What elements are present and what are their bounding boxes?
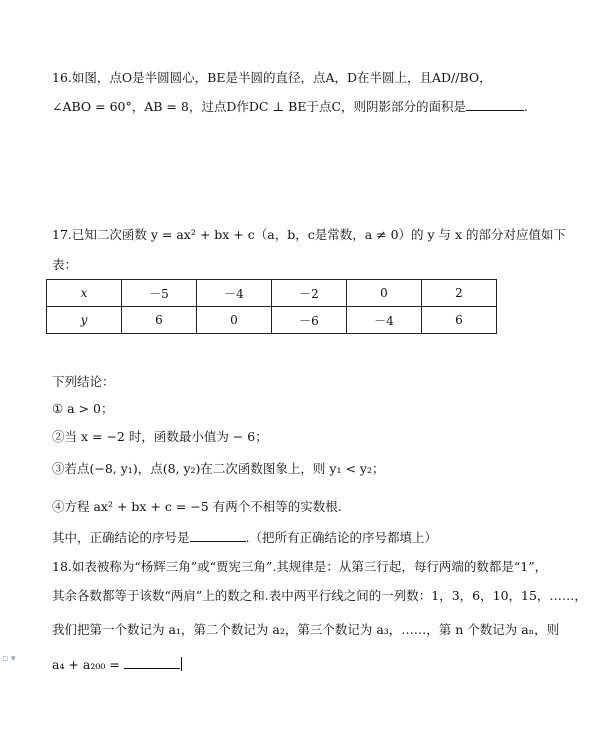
table-cell: 0 <box>347 280 422 307</box>
q16-line2-end: . <box>524 99 528 114</box>
table-cell: 2 <box>422 280 497 307</box>
q17-answer-end: .（把所有正确结论的序号都填上） <box>245 530 437 545</box>
table-row-x <box>47 280 497 307</box>
q16-line1: 16.如图，点O是半圆圆心，BE是半圆的直径，点A，D在半圆上，且AD//BO， <box>52 70 492 85</box>
table-cell: 0 <box>197 307 272 334</box>
page-break-marker-icon: ▫ ▾ <box>2 654 16 664</box>
q18-line1: 18.如表被称为“杨辉三角”或“贾宪三角”.其规律是：从第三行起，每行两端的数都是“1”， <box>52 559 548 574</box>
q17-answer-text: 其中，正确结论的序号是 <box>52 530 190 545</box>
q18-line4-text: a₄ + a₂₀₀ = <box>52 657 120 672</box>
q17-line1: 17.已知二次函数 y = ax² + bx + c（a，b，c是常数，a ≠ 0）的 y 与 x 的部分对应值如下 <box>52 227 567 242</box>
q16-answer-blank[interactable] <box>466 98 524 111</box>
table-cell: 6 <box>422 307 497 334</box>
q18-line4 <box>52 656 182 672</box>
table-header-y: y <box>47 307 122 334</box>
q17-line2: 表： <box>52 257 78 272</box>
q18-answer-blank[interactable] <box>124 656 180 669</box>
table-header-x: x <box>47 280 122 307</box>
table-cell: －4 <box>347 307 422 334</box>
q16-line2-text: ∠ABO = 60°，AB = 8，过点D作DC ⊥ BE于点C，则阴影部分的面积是 <box>52 99 467 114</box>
table-cell: －4 <box>197 280 272 307</box>
q18-line3: 我们把第一个数记为 a₁，第二个数记为 a₂，第三个数记为 a₃，……，第 n 个数记为 aₙ，则 <box>52 622 560 637</box>
table-cell: －2 <box>272 280 347 307</box>
q17-answer-line <box>52 528 437 546</box>
q17-conclusion-1: ① a > 0； <box>52 401 114 416</box>
table-row-y <box>47 307 497 334</box>
q17-conclusion-4: ④方程 ax² + bx + c = −5 有两个不相等的实数根. <box>52 499 342 514</box>
q16-line2 <box>52 97 528 115</box>
xy-value-table <box>46 279 497 334</box>
text-cursor <box>181 657 183 671</box>
q17-conclusion-2: ②当 x = −2 时，函数最小值为 − 6； <box>52 429 268 444</box>
q17-conclusions-title: 下列结论： <box>52 374 115 389</box>
table-cell: －6 <box>272 307 347 334</box>
q17-answer-blank[interactable] <box>190 529 246 542</box>
q17-conclusion-3: ③若点(−8, y₁)，点(8, y₂)在二次函数图象上，则 y₁ < y₂； <box>52 461 385 476</box>
q18-line2: 其余各数都等于该数“两肩”上的数之和.表中两平行线之间的一列数：1，3，6，10，15，……， <box>52 588 587 603</box>
table-cell: －5 <box>122 280 197 307</box>
table-cell: 6 <box>122 307 197 334</box>
